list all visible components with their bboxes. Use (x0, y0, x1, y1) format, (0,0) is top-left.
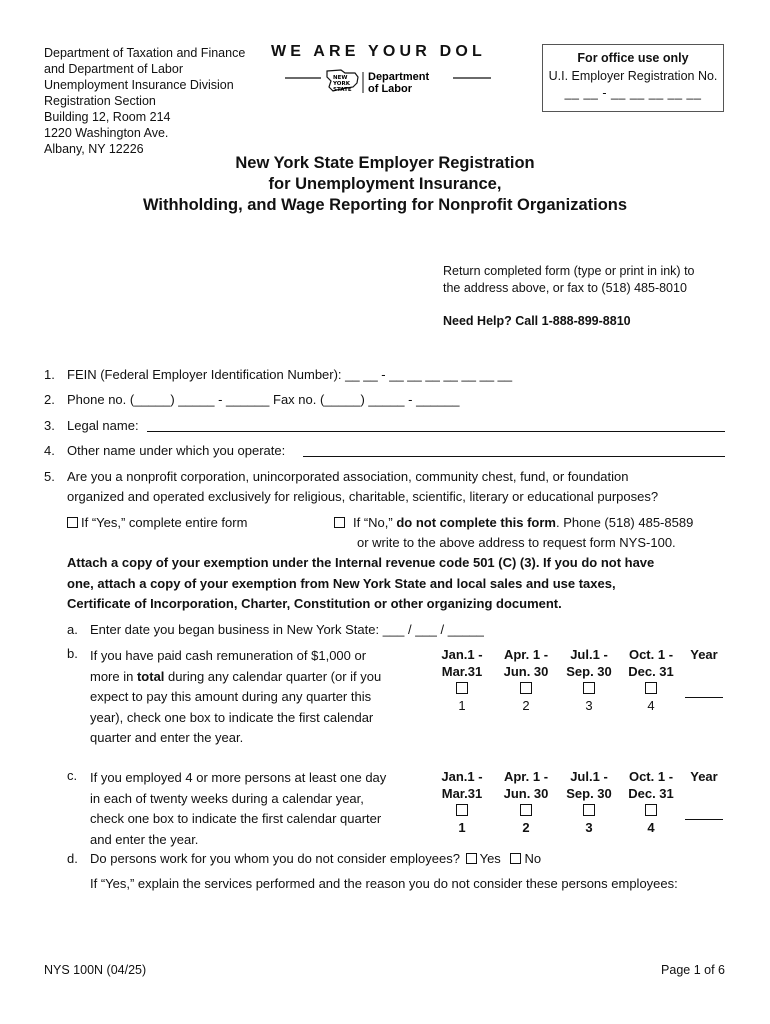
quarter-number: 1 (458, 820, 466, 835)
quarter-header: Jul.1 - Sep. 30 (566, 769, 612, 801)
q5c-quarter-2-checkbox[interactable] (520, 804, 532, 816)
other-name-field[interactable] (303, 456, 725, 457)
q5b-quarter-1-checkbox[interactable] (456, 682, 468, 694)
mailing-address (44, 45, 245, 157)
address-line: and Department of Labor (44, 62, 183, 76)
year-header: Year (690, 769, 718, 784)
office-use-title: For office use only (577, 51, 689, 65)
q5d-explain-prompt: If “Yes,” explain the services performed and the reason you do not consider these persons employees: (90, 876, 678, 891)
question-5c: If you employed 4 or more persons at least one day in each of twenty weeks during a calendar year, check one box to indicate the first calendar quarter and enter the year. (90, 770, 387, 847)
page-number: Page 1 of 6 (661, 963, 725, 977)
quarter-header: Jan.1 - Mar.31 (441, 769, 483, 801)
address-line: Registration Section (44, 94, 156, 108)
q5c-year-field[interactable] (685, 819, 723, 820)
quarter-header: Apr. 1 - Jun. 30 (503, 647, 549, 679)
office-use-box (542, 44, 724, 112)
logo-dept-line2: of Labor (368, 83, 412, 95)
svg-text:STATE: STATE (333, 87, 352, 93)
form-title (60, 153, 710, 216)
quarter-header: Oct. 1 - Dec. 31 (628, 647, 674, 679)
q5-yes-option[interactable]: If “Yes,” complete entire form (67, 515, 247, 530)
title-line: for Unemployment Insurance, (268, 175, 502, 193)
q5b-quarter-3-checkbox[interactable] (583, 682, 595, 694)
address-line: Department of Taxation and Finance (44, 46, 246, 60)
quarter-header: Oct. 1 - Dec. 31 (628, 769, 674, 801)
q5-yes-checkbox[interactable] (67, 517, 78, 528)
quarter-number: 2 (522, 820, 530, 835)
quarter-number: 1 (458, 698, 466, 713)
q5d-yes-checkbox[interactable] (466, 853, 477, 864)
help-line: Need Help? Call 1-888-899-8810 (443, 314, 631, 328)
q5c-quarter-4-checkbox[interactable] (645, 804, 657, 816)
return-instructions: Return completed form (type or print in ink) to the address above, or fax to (518) 485-8010 (443, 264, 695, 295)
q5c-quarter-3-checkbox[interactable] (583, 804, 595, 816)
attach-instructions: Attach a copy of your exemption under the Internal revenue code 501 (C) (3). If you do not have (67, 555, 655, 570)
fein-field[interactable]: FEIN (Federal Employer Identification Number): __ __ - __ __ __ __ __ __ __ (67, 367, 513, 382)
quarter-header: Jul.1 - Sep. 30 (566, 647, 612, 679)
svg-text:YORK: YORK (333, 81, 350, 87)
q5b-quarter-4-checkbox[interactable] (645, 682, 657, 694)
q5-no-option[interactable]: If “No,” do not complete this form. Phone (518) 485-8589 (334, 515, 693, 530)
dol-tagline: WE ARE YOUR DOL (271, 43, 487, 60)
legal-name-field[interactable] (147, 431, 725, 432)
question-5b: If you have paid cash remuneration of $1,000 or more in total during any calendar quarter (or if you expect to pay this amount during any quarter this year), check one box to indicate the first calendar quarter and enter the year. (90, 648, 382, 746)
q5b-quarter-2-checkbox[interactable] (520, 682, 532, 694)
business-start-date-field[interactable]: Enter date you began business in New York State: ___ / ___ / _____ (90, 622, 484, 637)
logo-state-text: NEW (333, 75, 348, 81)
year-header: Year (690, 647, 718, 662)
quarter-number: 4 (647, 698, 655, 713)
form-id: NYS 100N (04/25) (44, 963, 147, 977)
title-line: New York State Employer Registration (235, 154, 535, 172)
logo-dept-line1: Department (368, 71, 430, 83)
registration-number-field[interactable]: __ __ - __ __ __ __ __ (564, 86, 702, 100)
registration-number-label: U.I. Employer Registration No. (548, 69, 718, 83)
legal-name-label: Legal name: (67, 418, 139, 433)
q5b-year-field[interactable] (685, 697, 723, 698)
other-name-label: Other name under which you operate: (67, 443, 286, 458)
q5d-no-checkbox[interactable] (510, 853, 521, 864)
question-5a: a. (67, 622, 78, 637)
phone-fax-field[interactable]: Phone no. (_____) _____ - ______ Fax no. (_____) _____ - ______ (67, 392, 460, 407)
address-line: Unemployment Insurance Division (44, 78, 234, 92)
quarter-header: Apr. 1 - Jun. 30 (503, 769, 549, 801)
quarter-number: 4 (647, 820, 655, 835)
q5c-quarter-1-checkbox[interactable] (456, 804, 468, 816)
quarter-number: 3 (585, 820, 593, 835)
quarter-number: 3 (585, 698, 593, 713)
title-line: Withholding, and Wage Reporting for Nonprofit Organizations (142, 196, 628, 214)
address-line: Building 12, Room 214 (44, 110, 171, 124)
question-5d: Do persons work for you whom you do not consider employees? Yes No (90, 851, 542, 866)
quarter-number: 2 (522, 698, 530, 713)
q5-no-checkbox[interactable] (334, 517, 345, 528)
dol-logo (283, 67, 493, 97)
quarter-header: Jan.1 - Mar.31 (441, 647, 483, 679)
address-line: Albany, NY 12226 (44, 142, 144, 156)
address-line: 1220 Washington Ave. (44, 126, 169, 140)
